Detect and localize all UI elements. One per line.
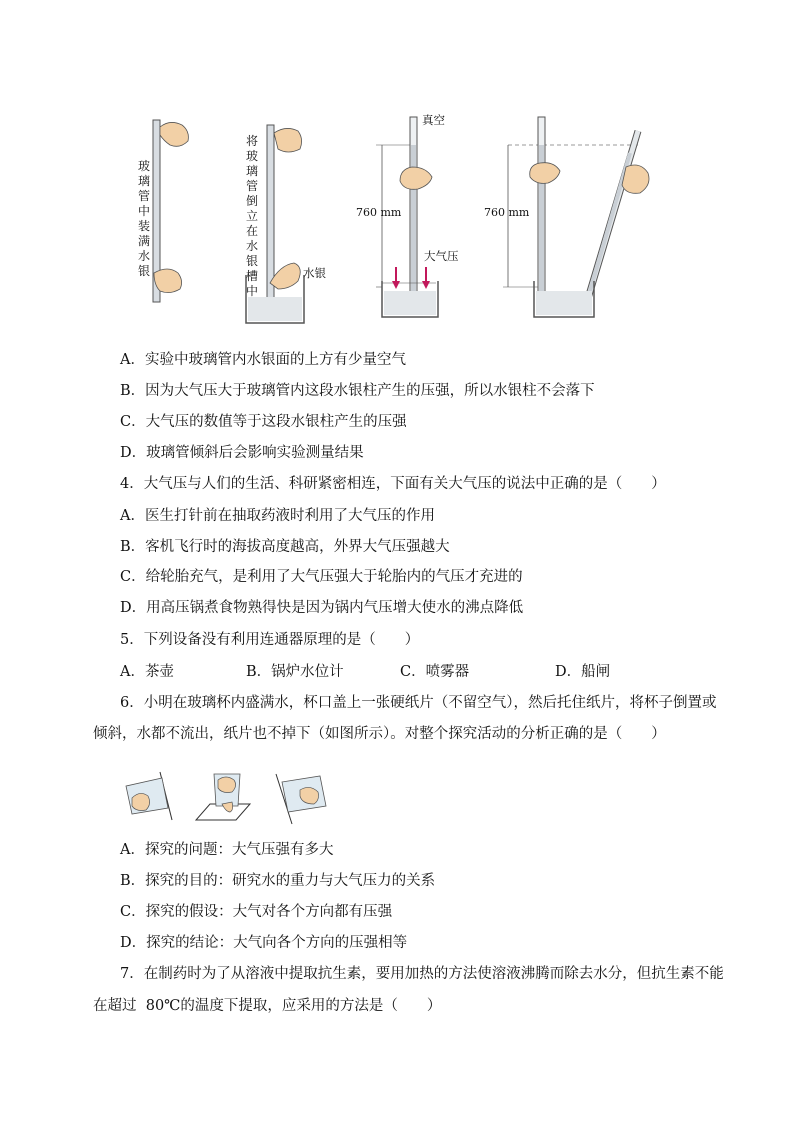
label-tube-filled: 玻璃管中装满水银 [137,159,150,278]
panel-1-filled-tube [153,120,188,302]
q6-option-a: A．探究的问题：大气压强有多大 [120,842,334,858]
q3-option-b: B．因为大气压大于玻璃管内这段水银柱产生的压强，所以水银柱不会落下 [120,383,595,399]
q6-option-b: B．探究的目的：研究水的重力与大气压力的关系 [120,873,436,889]
q3-option-c: C．大气压的数值等于这段水银柱产生的压强 [120,414,407,430]
label-atmospheric-pressure: 大气压 [424,249,459,263]
hand-icon [218,777,236,793]
q6-option-d: D．探究的结论：大气向各个方向的压强相等 [120,935,408,951]
label-vacuum: 真空 [422,113,445,127]
hand-icon [400,167,432,189]
hand-icon [270,263,300,289]
hand-icon [132,793,150,810]
q3-option-a: A．实验中玻璃管内水银面的上方有少量空气 [120,352,406,368]
hand-icon [154,269,182,293]
q4-option-a: A．医生打针前在抽取药液时利用了大气压的作用 [120,508,435,524]
torricelli-figure [120,105,680,330]
q7-stem-line-2: 在超过 80℃的温度下提取，应采用的方法是（ ） [93,998,442,1014]
cup-upside-down [196,774,250,820]
label-mercury: 水银 [303,266,326,280]
q6-option-c: C．探究的假设：大气对各个方向都有压强 [120,904,393,920]
q4-option-d: D．用高压锅煮食物熟得快是因为锅内气压增大使水的沸点降低 [120,600,524,616]
q4-stem: 4．大气压与人们的生活、科研紧密相连，下面有关大气压的说法中正确的是（ ） [120,476,666,492]
cup-tilted-left [126,772,172,820]
q4-option-c: C．给轮胎充气，是利用了大气压强大于轮胎内的气压才充进的 [120,569,523,585]
q5-option-b: B．锅炉水位计 [246,664,344,680]
label-tube-inverted: 将玻璃管倒立在水银槽中 [245,134,258,298]
inverted-cup-drawing [122,768,338,826]
q3-option-d: D．玻璃管倾斜后会影响实验测量结果 [120,445,364,461]
q6-stem-line-1: 6．小明在玻璃杯内盛满水，杯口盖上一张硬纸片（不留空气），然后托住纸片，将杯子倒置或 [120,695,717,711]
q5-option-c: C．喷雾器 [400,664,470,680]
q5-stem: 5．下列设备没有利用连通器原理的是（ ） [120,632,420,648]
label-height-1: 760 mm [356,206,402,219]
q4-option-b: B．客机飞行时的海拔高度越高，外界大气压强越大 [120,539,450,555]
q7-stem-line-1: 7．在制药时为了从溶液中提取抗生素，要用加热的方法使溶液沸腾而除去水分，但抗生素不能 [120,966,724,982]
cup-tilted-right [276,774,326,824]
hand-icon [274,128,302,152]
q6-stem-line-2: 倾斜，水都不流出，纸片也不掉下（如图所示）。对整个探究活动的分析正确的是（ ） [93,726,666,742]
q5-option-a: A．茶壶 [120,664,174,680]
hand-icon [530,163,560,184]
hand-icon [622,165,649,193]
hand-icon [160,122,188,146]
inverted-cup-figure [122,768,338,826]
label-height-2: 760 mm [484,206,530,219]
q5-option-d: D．船闸 [555,664,611,680]
